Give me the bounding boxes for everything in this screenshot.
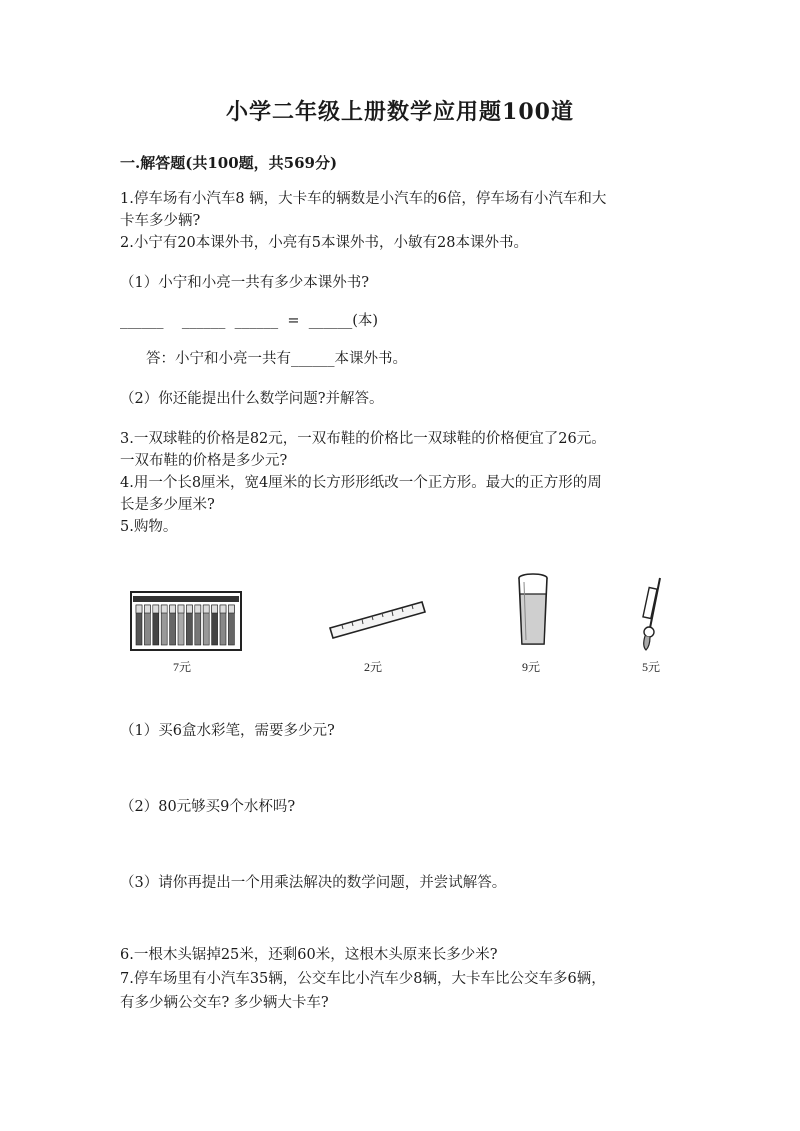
question-5-sub-3: （3）请你再提出一个用乘法解决的数学问题，并尝试解答。 (120, 875, 507, 891)
shopping-items (120, 570, 680, 680)
pen-cap (186, 605, 192, 613)
watercolor-pens-icon (130, 590, 242, 652)
ruler-icon (328, 598, 426, 642)
pen-cap (170, 605, 176, 613)
pen-cap (212, 605, 218, 613)
pen-cap (153, 605, 159, 613)
pen-cap (161, 605, 167, 613)
question-3-line-2: 一双布鞋的价格是多少元? (120, 453, 288, 469)
pen-cap (195, 605, 201, 613)
price-label-brush: 5元 (642, 660, 661, 674)
page-title: 小学二年级上册数学应用题100道 (226, 99, 574, 125)
question-7-line-1: 7.停车场里有小汽车35辆，公交车比小汽车少8辆，大卡车比公交车多6辆， (120, 971, 606, 987)
question-6-text: 6.一根木头锯掉25米，还剩60米，这根木头原来长多少米? (120, 947, 498, 963)
brush-icon (636, 576, 666, 652)
water-cup-icon (514, 572, 552, 650)
price-label-ruler: 2元 (364, 660, 383, 674)
question-1-line-2: 卡车多少辆? (120, 213, 201, 229)
pen-cap (144, 605, 150, 613)
question-5-text: 5.购物。 (120, 519, 178, 535)
question-2-text: 2.小宁有20本课外书，小亮有5本课外书，小敏有28本课外书。 (120, 235, 528, 251)
pen-cap (220, 605, 226, 613)
question-3-line-1: 3.一双球鞋的价格是82元，一双布鞋的价格比一双球鞋的价格便宜了26元。 (120, 431, 606, 447)
section-heading: 一.解答题(共100题，共569分) (120, 154, 338, 172)
question-7-line-2: 有多少辆公交车? 多少辆大卡车? (120, 995, 329, 1011)
pen-cap (228, 605, 234, 613)
pen-cap (203, 605, 209, 613)
pen-cap (136, 605, 142, 613)
question-2-blanks: ______ ______ ______ = ______(本) (120, 313, 379, 329)
question-2-sub-1: （1）小宁和小亮一共有多少本课外书? (120, 275, 369, 291)
price-label-pens: 7元 (173, 660, 192, 674)
question-1-line-1: 1.停车场有小汽车8 辆，大卡车的辆数是小汽车的6倍，停车场有小汽车和大 (120, 191, 607, 207)
price-label-cup: 9元 (522, 660, 541, 674)
question-5-sub-1: （1）买6盒水彩笔，需要多少元? (120, 723, 335, 739)
question-2-sub-2: （2）你还能提出什么数学问题?并解答。 (120, 391, 384, 407)
question-5-sub-2: （2）80元够买9个水杯吗? (120, 799, 296, 815)
pen-cap (178, 605, 184, 613)
question-4-line-2: 长是多少厘米? (120, 497, 215, 513)
question-4-line-1: 4.用一个长8厘米，宽4厘米的长方形形纸改一个正方形。最大的正方形的周 (120, 475, 602, 491)
question-2-answer: 答：小宁和小亮一共有______本课外书。 (146, 351, 407, 367)
